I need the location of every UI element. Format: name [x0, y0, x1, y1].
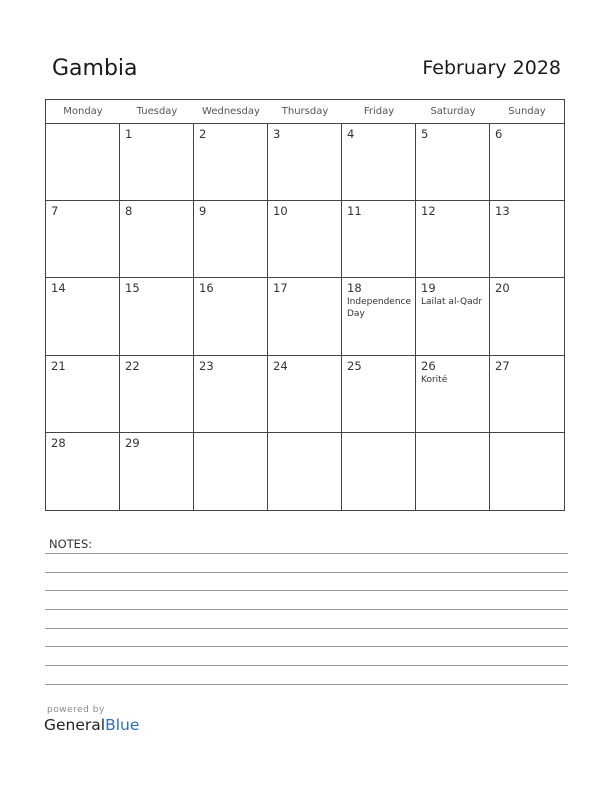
day-cell — [194, 278, 268, 355]
day-number: 2 — [199, 127, 207, 141]
day-grid — [46, 124, 564, 510]
brand-name-part1: General — [44, 716, 106, 734]
day-cell — [120, 124, 194, 201]
day-number: 1 — [125, 127, 133, 141]
day-cell — [342, 201, 416, 278]
note-line — [45, 590, 568, 591]
day-cell — [46, 201, 120, 278]
day-number: 25 — [347, 358, 362, 373]
day-cell — [490, 356, 564, 433]
note-line — [45, 553, 568, 554]
day-number: 29 — [125, 435, 140, 450]
day-number: 8 — [125, 204, 133, 219]
note-line — [45, 628, 568, 629]
day-number: 14 — [51, 281, 66, 296]
day-cell — [416, 278, 490, 355]
day-cell — [46, 356, 120, 433]
day-number: 24 — [273, 358, 288, 373]
day-cell — [490, 201, 564, 278]
day-cell — [416, 433, 490, 510]
day-number: 27 — [495, 358, 510, 373]
weekday-header-row — [46, 100, 564, 124]
day-cell — [342, 278, 416, 355]
brand-name-part2: Blue — [105, 716, 140, 734]
day-cell — [120, 433, 194, 510]
day-number: 13 — [495, 204, 510, 219]
month-title: February 2028 — [422, 57, 561, 79]
day-cell — [342, 433, 416, 510]
day-cell — [268, 124, 342, 201]
weekday-tuesday: Tuesday — [136, 106, 178, 117]
day-cell — [46, 433, 120, 510]
note-line — [45, 665, 568, 666]
note-line — [45, 646, 568, 647]
day-cell — [194, 124, 268, 201]
day-number: 22 — [125, 358, 140, 373]
day-number: 15 — [125, 281, 140, 296]
day-number: 4 — [347, 127, 355, 141]
day-cell — [194, 433, 268, 510]
day-cell — [268, 433, 342, 510]
weekday-thursday: Thursday — [281, 106, 329, 117]
day-number: 20 — [495, 281, 510, 296]
day-cell — [490, 124, 564, 201]
day-number: 11 — [347, 204, 362, 219]
note-line — [45, 572, 568, 573]
day-number: 12 — [421, 204, 436, 219]
day-cell — [416, 124, 490, 201]
day-cell — [120, 201, 194, 278]
day-number: 16 — [199, 281, 214, 296]
day-number: 5 — [421, 127, 429, 141]
notes-label: NOTES: — [49, 537, 93, 551]
day-cell — [416, 356, 490, 433]
brand-logo[interactable] — [44, 716, 139, 734]
weekday-sunday: Sunday — [508, 106, 546, 117]
powered-by-text: powered by — [47, 705, 105, 715]
day-number: 23 — [199, 358, 214, 373]
weekday-wednesday: Wednesday — [202, 106, 260, 117]
note-line — [45, 609, 568, 610]
day-number: 26 — [421, 358, 436, 373]
day-cell — [46, 124, 120, 201]
day-number: 18 — [347, 281, 362, 296]
day-cell — [194, 356, 268, 433]
day-cell — [490, 433, 564, 510]
weekday-friday: Friday — [363, 106, 395, 117]
holiday-label: Independence Day — [347, 297, 412, 320]
day-number: 9 — [199, 204, 207, 219]
day-cell — [120, 278, 194, 355]
day-cell — [342, 356, 416, 433]
day-cell — [490, 278, 564, 355]
calendar-grid — [45, 99, 565, 511]
day-number: 21 — [51, 358, 66, 373]
day-cell — [342, 124, 416, 201]
day-cell — [416, 201, 490, 278]
weekday-saturday: Saturday — [430, 106, 476, 117]
day-number: 10 — [273, 204, 288, 219]
day-number: 7 — [51, 204, 59, 219]
note-line — [45, 684, 568, 685]
day-number: 6 — [495, 127, 503, 141]
day-number: 3 — [273, 127, 281, 141]
weekday-monday: Monday — [63, 106, 103, 117]
day-cell — [268, 278, 342, 355]
holiday-label: Korité — [421, 374, 448, 385]
day-cell — [120, 356, 194, 433]
day-cell — [268, 356, 342, 433]
day-cell — [194, 201, 268, 278]
holiday-label: Lailat al-Qadr — [421, 297, 483, 308]
day-number: 17 — [273, 281, 288, 296]
country-title: Gambia — [52, 56, 138, 81]
day-number: 19 — [421, 281, 436, 296]
day-cell — [46, 278, 120, 355]
day-number: 28 — [51, 435, 66, 450]
day-cell — [268, 201, 342, 278]
